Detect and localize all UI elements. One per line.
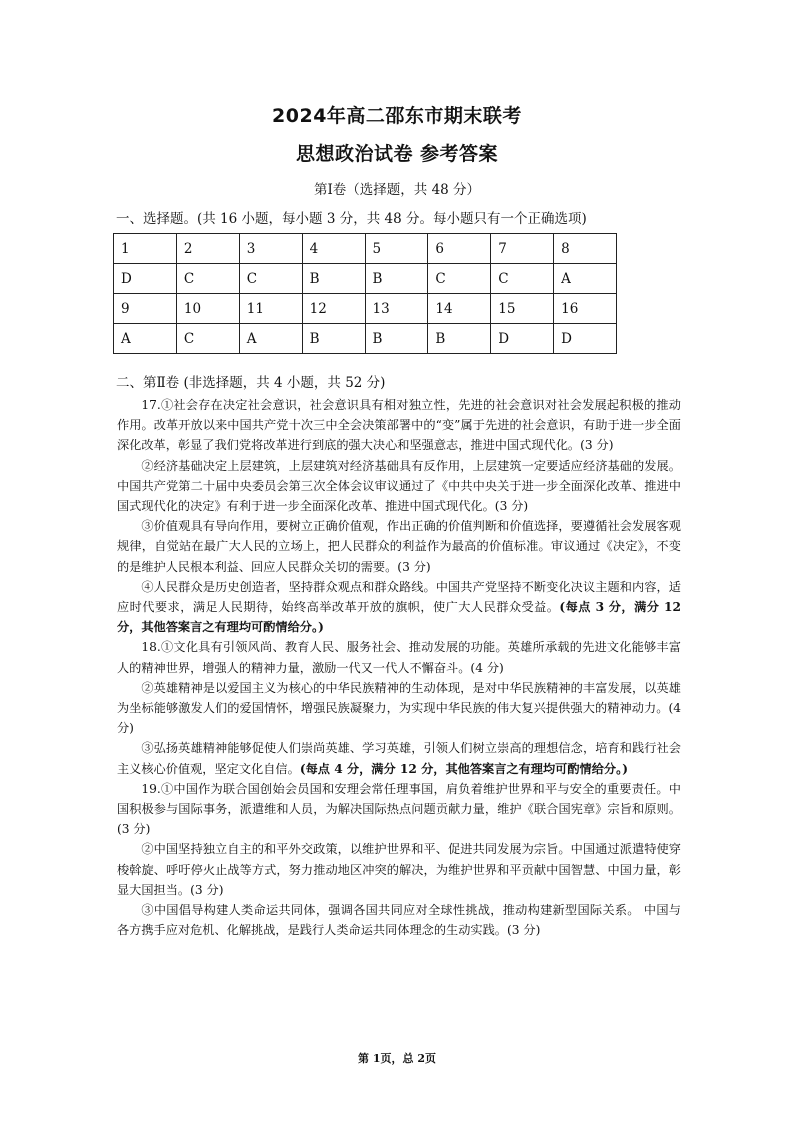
table-cell: 11 <box>239 294 302 324</box>
page-footer: 第 1页，总 2页 <box>358 1052 436 1065</box>
q17-paragraph-1: 17.①社会存在决定社会意识，社会意识具有相对独立性，先进的社会意识对社会发展起积极的推动作用。改革开放以来中国共产党十次三中全会决策部署中的“变”属于先进的社会意识，有助于进一步全面深化改革，彰显了我们党将改革进行到底的强大决心和坚强意志，推进中国式现代化。(3 分) <box>117 398 681 453</box>
q17-paragraph-4-text: ④人民群众是历史创造者，坚持群众观点和群众路线。中国共产党坚持不断变化决议主题和内容，适应时代要求，满足人民期待，始终高举改革开放的旗帜，使广大人民群众受益。 <box>117 579 681 615</box>
table-cell: 3 <box>239 234 302 264</box>
table-cell: D <box>114 264 177 294</box>
table-cell: A <box>239 324 302 354</box>
table-cell: 7 <box>491 234 554 264</box>
document-title: 2024年高二邵东市期末联考 <box>272 105 522 127</box>
document-subtitle: 思想政治试卷 参考答案 <box>295 143 499 165</box>
q18-paragraph-3-text: ③弘扬英雄精神能够促使人们崇尚英雄、学习英雄，引领人们树立崇高的理想信念，培育和践行社会主义核心价值观，坚定文化自信。 <box>117 741 681 776</box>
q17-scoring-note: (每点 3 分，满分 12 分，其他答案言之有理均可酌情给分。) <box>117 600 682 635</box>
table-cell: 12 <box>302 294 365 324</box>
table-cell: 14 <box>428 294 491 324</box>
table-cell: A <box>114 324 177 354</box>
q19-paragraph-2: ②中国坚持独立自主的和平外交政策，以维护世界和平、促进共同发展为宗旨。中国通过派遣特使穿梭斡旋、呼吁停火止战等方式，努力推动地区冲突的解决，为维护世界和平贡献中国智慧、中国力量，彰显大国担当。(3 分) <box>117 842 681 897</box>
q19-paragraph-1: 19.①中国作为联合国创始会员国和安理会常任理事国，肩负着维护世界和平与安全的重要责任。中国积极参与国际事务，派遣维和人员，为解决国际热点问题贡献力量，维护《联合国宪章》宗旨和原则。(3 分) <box>117 781 681 837</box>
table-cell: D <box>491 324 554 354</box>
q19-paragraph-3: ③中国倡导构建人类命运共同体，强调各国共同应对全球性挑战，推动构建新型国际关系。 中国与各方携手应对危机、化解挑战，是践行人类命运共同体理念的生动实践。(3 分) <box>117 903 681 938</box>
table-row <box>114 294 617 324</box>
table-row <box>114 264 617 294</box>
table-row <box>114 234 617 264</box>
part1-heading: 第Ⅰ卷（选择题，共 48 分） <box>313 182 481 198</box>
table-cell: A <box>554 264 617 294</box>
table-cell: 5 <box>365 234 428 264</box>
table-cell: C <box>239 264 302 294</box>
table-cell: B <box>302 324 365 354</box>
q17-paragraph-3: ③价值观具有导向作用，要树立正确价值观，作出正确的价值判断和价值选择，要遵循社会发展客观规律，自觉站在最广大人民的立场上，把人民群众的利益作为最高的价值标准。审议通过《决定》，不变的是维护人民根本利益、回应人民群众关切的需要。(3 分) <box>117 519 681 574</box>
q18-paragraph-2: ②英雄精神是以爱国主义为核心的中华民族精神的生动体现，是对中华民族精神的丰富发展，以英雄为坐标能够激发人们的爱国情怀，增强民族凝聚力，为实现中华民族的伟大复兴提供强大的精神动力。(4 分) <box>117 680 681 736</box>
table-cell: B <box>365 324 428 354</box>
section2-heading: 二、第Ⅱ卷 (非选择题，共 4 小题，共 52 分) <box>116 375 386 391</box>
table-row <box>114 324 617 354</box>
table-cell: C <box>491 264 554 294</box>
table-cell: C <box>176 324 239 354</box>
q18-paragraph-3 <box>117 738 681 778</box>
table-cell: D <box>554 324 617 354</box>
q18-paragraph-1: 18.①文化具有引领风尚、教育人民、服务社会、推动发展的功能。英雄所承载的先进文化能够丰富人的精神世界，增强人的精神力量，激励一代又一代人不懈奋斗。(4 分) <box>117 640 681 675</box>
table-cell: 13 <box>365 294 428 324</box>
table-cell: B <box>365 264 428 294</box>
section1-heading: 一、选择题。(共 16 小题，每小题 3 分，共 48 分。每小题只有一个正确选项) <box>116 211 587 227</box>
table-cell: C <box>428 264 491 294</box>
table-cell: 16 <box>554 294 617 324</box>
q17-paragraph-2: ②经济基础决定上层建筑，上层建筑对经济基础具有反作用，上层建筑一定要适应经济基础的发展。中国共产党第二十届中央委员会第三次全体会议审议通过了《中共中央关于进一步全面深化改革、推进中国式现代化的决定》有利于进一步全面深化改革、推进中国式现代化。(3 分) <box>117 458 681 514</box>
table-cell: C <box>176 264 239 294</box>
table-cell: 10 <box>176 294 239 324</box>
table-cell: B <box>428 324 491 354</box>
table-cell: 8 <box>554 234 617 264</box>
table-cell: 15 <box>491 294 554 324</box>
table-cell: 9 <box>114 294 177 324</box>
table-cell: 6 <box>428 234 491 264</box>
table-cell: 4 <box>302 234 365 264</box>
answer-content <box>117 395 681 940</box>
table-cell: 1 <box>114 234 177 264</box>
table-cell: 2 <box>176 234 239 264</box>
answer-table <box>113 233 617 354</box>
q18-scoring-note: (每点 4 分，满分 12 分，其他答案言之有理均可酌情给分。) <box>299 761 628 776</box>
table-cell: B <box>302 264 365 294</box>
q17-paragraph-4 <box>117 577 681 638</box>
